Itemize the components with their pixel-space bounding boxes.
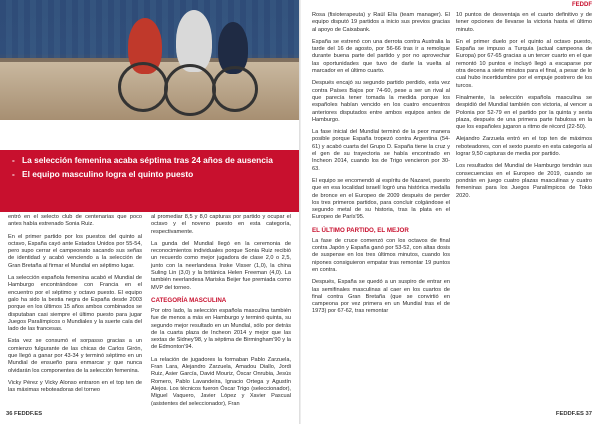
paragraph: Vicky Pérez y Vicky Alonso entraron en el top ten de las máximas reboteadoras del torneo xyxy=(8,379,142,394)
paragraph: La fase inicial del Mundial terminó de la peor manera posible porque España tropezó contra Argentina (54-61) y acabó cuarta del Grupo D. España tiene la cruz y el gen de su trayectoria se había encontrado en Incheon 2014, cuando los de Trigo vencieron por 30-63. xyxy=(312,129,450,172)
paragraph: En el primer partido por los puestos del quinto al octavo, España cayó ante Estados Unidos por 55-54, pero supo cerrar el campeonato sacando sus señas de identidad y acabó venciendo a la selección de Gran Bretaña al firmar el Mundial en séptimo lugar. xyxy=(8,233,142,269)
paragraph: Rosa (fisioterapeuta) y Raúl Elía (team manager). El equipo disputó 19 partidos a inicio sus previos gracias al apoyo de Caixabank. xyxy=(312,12,450,33)
paragraph: En el primer duelo por el quinto al octavo puesto, España se impuso a Turquía (actual campeona de Europa) por 67-65 gracias a un tercer cuarto en el que remontó 10 puntos e incluyó llegó a escaparse por otra decena a siete minutos para el final, a pesar de lo cual hubo incertidumbre por el empuje postrero de los turcos. xyxy=(456,38,592,89)
text-column-4 xyxy=(456,12,592,205)
paragraph: Finalmente, la selección española masculina se despidió del Mundial también con victoria, al vencer a Polonia por 52-79 en el partido por la quinta y sexta plaza, después de una primera parte fabulosa en la que los españoles jugaron a ritmo de récord (22-50). xyxy=(456,94,592,131)
paragraph: al promediar 8,5 y 8,0 capturas por partido y ocupar el octavo y el noveno puesto en esta categoría, respectivamente. xyxy=(151,214,291,235)
paragraph: La fase de cruce comenzó con los octavos de final contra Japón y España ganó por 53-52, con altas dosis de suspense en los tres últimos minutos, cuando los nipones consiguieron empatar tras remontar 19 puntos en contra. xyxy=(312,237,450,273)
paragraph: La relación de jugadores la formaban Pablo Zarzuela, Fran Lara, Alejandro Zarzuela, Amadou Diallo, Jordi Ruiz, Asier García, David Mouriz, Óscar Onrubia, Jesús Romero, Pablo Lavandeira, Ignacio Ortega y Agustín Alejos. Los técnicos fueron Óscar Trigo (seleccionador), Miguel Vaquero, Javier López y Xavier Pascual (asistentes del seleccionador), Fran xyxy=(151,356,291,407)
section-heading: EL ÚLTIMO PARTIDO, EL MEJOR xyxy=(312,226,409,234)
paragraph: entró en el selecto club de centenarias que poco antes había estrenado Sonia Ruiz. xyxy=(8,214,142,228)
wheel xyxy=(212,66,258,112)
section-heading: CATEGORÍA MASCULINA xyxy=(151,296,227,304)
text-column-3 xyxy=(312,12,450,321)
highlights-list xyxy=(0,150,300,179)
paragraph: Después, España se quedó a un suspiro de entrar en las semifinales masculinas al caer en los cuartos de final contra Gran Bretaña (que se convirtió en campeona por vez primera en un Mundial tras el de 1973) por 67-62, tras remontar xyxy=(312,279,450,315)
paragraph: La gunda del Mundial llegó en la ceremonia de reconocimientos individuales porque Sonia Ruiz recibió un recuerdo como mejor jugadora de clase 2,0 o 2,5, junto con la neerlandesa Inske Visser (1,0), la china Suling Lin (3,0) y la británica Helen Freeman (4,0). La también neerlandesa Mariska Beijer fue premiada como MVP del torneo. xyxy=(151,240,291,291)
wheel xyxy=(164,64,216,116)
text-column-2 xyxy=(151,214,291,413)
page-number-left: 36 FEDDF.ES xyxy=(6,411,43,417)
brand-logo: FEDDF xyxy=(572,2,592,8)
page-number-right: FEDDF.ES 37 xyxy=(555,411,592,417)
paragraph: La selección española femenina acabó el Mundial de Hamburgo encontrándose con Francia en el encuentro por el séptimo y octavo puesto. El equipo galo ha sido la bestia negra de España desde 2003 porque en los últimos 15 años ambos combinados se disputaban casi siempre el último puesto para jugar Juegos Paralímpicos o Mundiales y la suerte caía del lado de las francesas. xyxy=(8,275,142,333)
paragraph: El equipo se encomendó al espíritu de Nazaret, puesto que en esa localidad israelí logró una histórica medalla de bronce en el Europeo de 2009 después de perder los tres primeros partidos, para concluir colgándose el segundo metal de su historia, tras la plata en el Europeo de París'95. xyxy=(312,177,450,221)
highlight-item: - La selección femenina acaba séptima tras 24 años de ausencia xyxy=(12,155,273,165)
highlights-banner xyxy=(0,150,300,212)
paragraph: España se estrenó con una derrota contra Australia la tarde del 16 de agosto, por 56-66 tras ir a remolque durante buena parte del partido y por no aprovechar las oportunidades que tuvo de darle la vuelta al marcador en el último cuarto. xyxy=(312,38,450,75)
paragraph: 10 puntos de desventaja en el cuarto definitivo y de tener opciones de llevarse la victoria hasta el último minuto. xyxy=(456,12,592,33)
wheel xyxy=(118,62,168,112)
page-fold xyxy=(299,0,301,424)
paragraph: Esta vez se consumó el sorpasso gracias a un comienzo fulgurante de las chicas de Carlos Girón, que llegó a ganar por 43-34 y terminó séptimo en un Mundial de ensueño para enmarcar y que nunca olvidarán los componentes de la selección femenina. xyxy=(8,338,142,374)
paragraph: Por otro lado, la selección española masculina también fue de menos a más en Hamburgo y terminó quinta, su segundo mejor resultado en un Mundial, sólo por detrás de la cuarta plaza de Incheon 2014 y mejor que las sextas de Sidney'98, y la séptima de Birmingham'90 y la de Edmonton'94. xyxy=(151,307,291,351)
highlight-item: - El equipo masculino logra el quinto puesto xyxy=(12,168,194,179)
text-column-1 xyxy=(8,214,142,400)
paragraph: Alejandro Zarzuela entró en el top ten de máximos reboteadores, con el sexto puesto en esta categoría al lograr 9,50 capturas de media por partido. xyxy=(456,136,592,158)
wheelchair-basketball-photo xyxy=(0,0,300,120)
photo-caption-space xyxy=(0,120,300,150)
paragraph: Los resultados del Mundial de Hamburgo tendrán sus consecuencias en el Europeo de 2019, cuando se pondrán en juego cuatro plazas masculinas y cuatro femeninas para los Juegos Paralímpicos de Tokio 2020. xyxy=(456,163,592,199)
paragraph: Después encajó su segundo partido perdido, esta vez contra Países Bajos por 74-60, pese a ser un rival al que parecía tener tomada la medida porque los españoles habían vencido en los cuatro encuentros anteriores disputados entre ambos equipos antes de Hamburgo. xyxy=(312,80,450,123)
player-white xyxy=(176,10,212,72)
